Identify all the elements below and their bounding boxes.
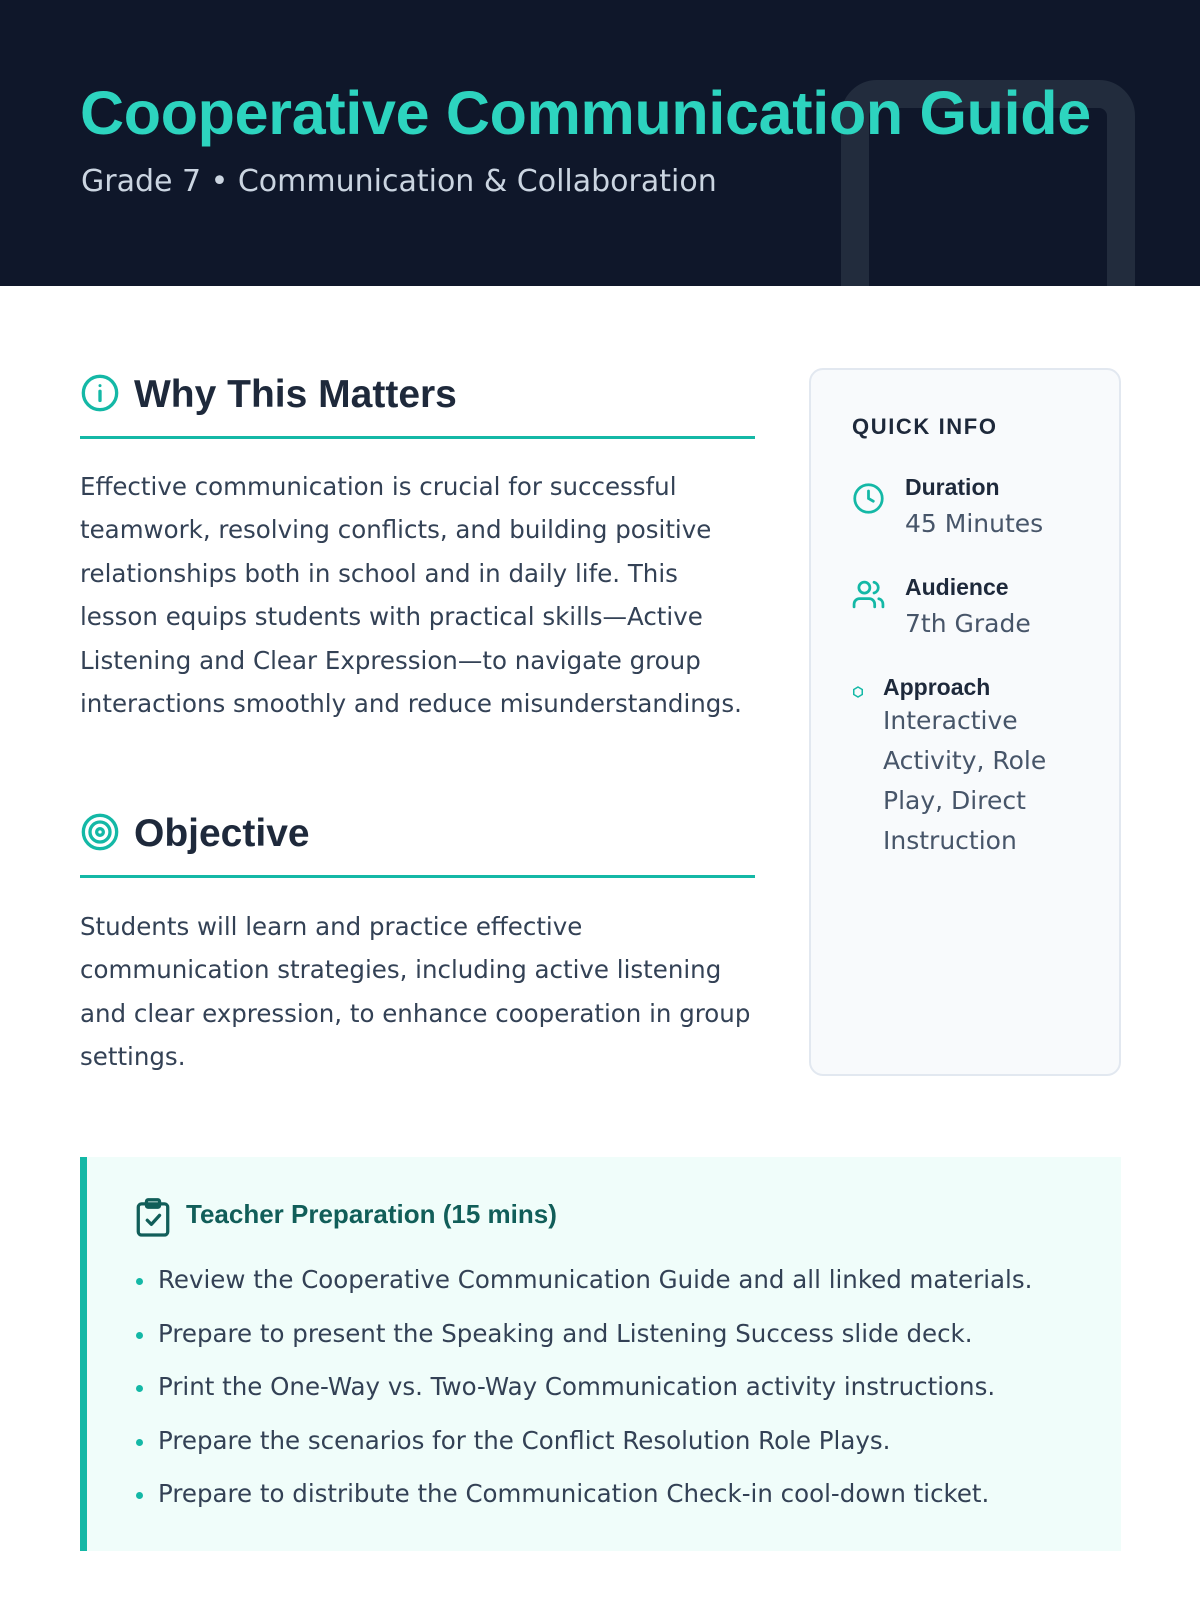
objective-section-header — [80, 812, 755, 878]
list-item-text: Prepare to present the Speaking and Listening Success slide deck. — [158, 1318, 973, 1348]
quick-info-card — [809, 368, 1121, 1076]
objective-heading: Objective — [134, 812, 310, 855]
clipboard-check-icon — [135, 1197, 171, 1237]
bullet-dot-icon — [136, 1439, 143, 1446]
list-item-text: Print the One-Way vs. Two-Way Communication activity instructions. — [158, 1372, 996, 1401]
list-item — [136, 1253, 1096, 1307]
quick-info-title: QUICK INFO — [852, 414, 998, 439]
users-icon — [852, 578, 885, 611]
teacher-prep-list — [136, 1253, 1096, 1521]
why-heading: Why This Matters — [134, 373, 457, 416]
bullet-dot-icon — [136, 1385, 143, 1392]
duration-label: Duration — [905, 474, 1000, 500]
teacher-prep-title: Teacher Preparation (15 mins) — [186, 1199, 557, 1229]
list-item — [136, 1414, 1096, 1468]
sparkle-icon — [852, 686, 864, 698]
list-item-text: Review the Cooperative Communication Guide and all linked materials. — [158, 1265, 1033, 1294]
page-title: Cooperative Communication Guide — [80, 79, 1091, 147]
list-item — [136, 1307, 1096, 1361]
duration-value: 45 Minutes — [905, 509, 1044, 538]
approach-value: Interactive Activity, Role Play, Direct Instruction — [883, 706, 1047, 855]
clock-icon — [852, 482, 885, 515]
page-subtitle: Grade 7 • Communication & Collaboration — [81, 164, 717, 199]
teacher-prep-callout — [80, 1157, 1121, 1551]
page-header — [0, 0, 1200, 286]
list-item-text: Prepare to distribute the Communication Check-in cool-down ticket. — [158, 1479, 990, 1508]
bullet-dot-icon — [136, 1492, 143, 1499]
target-icon — [80, 812, 120, 852]
info-circle-icon — [80, 373, 120, 413]
objective-body: Students will learn and practice effective communication strategies, including active listening and clear expression, to enhance cooperation in group settings. — [80, 912, 751, 1072]
why-section-header — [80, 373, 755, 439]
list-item-text: Prepare the scenarios for the Conflict Resolution Role Plays. — [158, 1425, 891, 1455]
list-item — [136, 1467, 1096, 1521]
audience-label: Audience — [905, 574, 1009, 600]
approach-label: Approach — [883, 674, 991, 700]
audience-value: 7th Grade — [905, 609, 1031, 638]
why-body: Effective communication is crucial for successful teamwork, resolving conflicts, and building positive relationships both in school and in daily life. This lesson equips students with practical skills—Active Listening and Clear Expression—to navigate group interactions smoothly and reduce misunderstandings. — [80, 472, 742, 719]
list-item — [136, 1360, 1096, 1414]
bullet-dot-icon — [136, 1332, 143, 1339]
bullet-dot-icon — [136, 1278, 143, 1285]
